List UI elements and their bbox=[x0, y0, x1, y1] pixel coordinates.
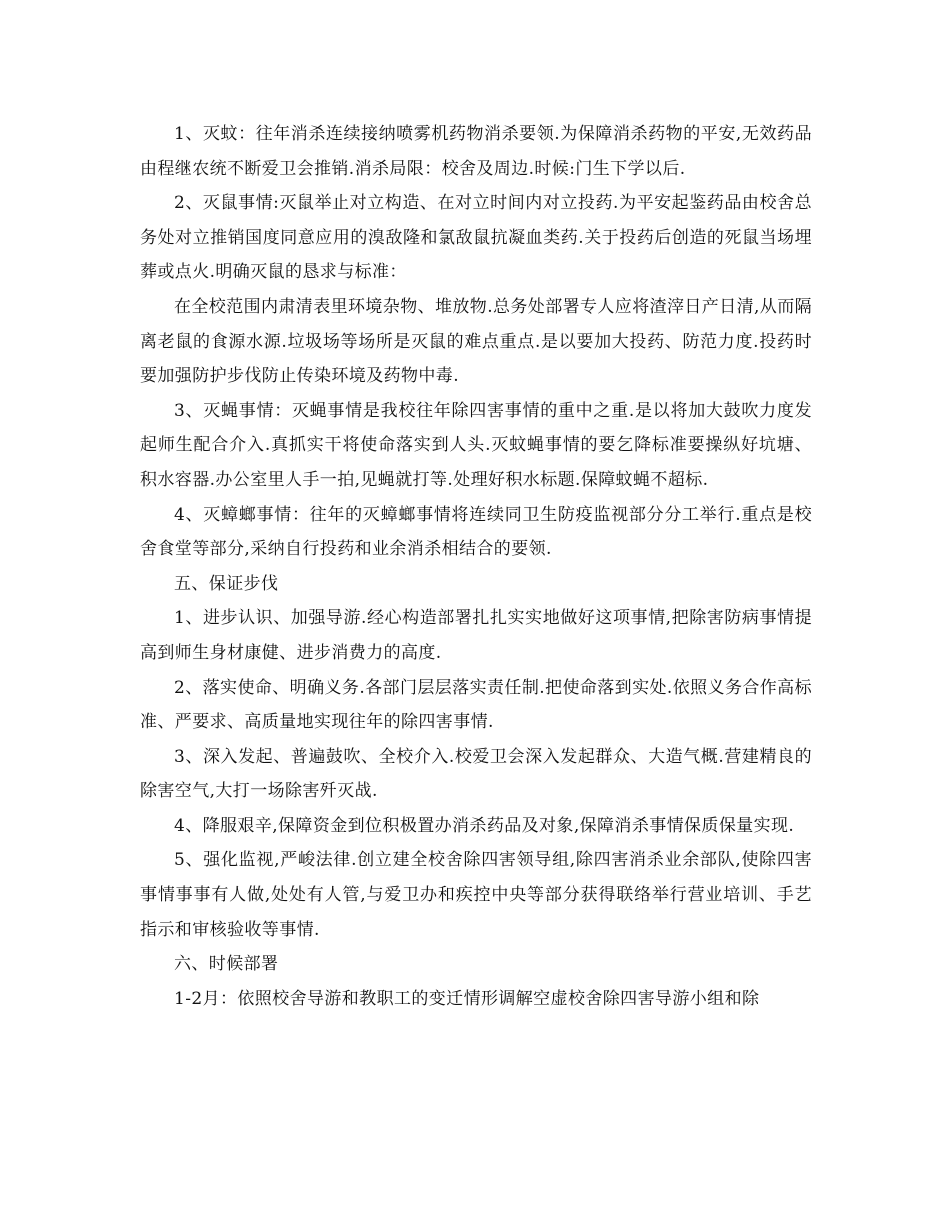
paragraph-guarantee-5: 5、强化监视,严峻法律.创立建全校舍除四害领导组,除四害消杀业余部队,使除四害事情事事有人做,处处有人管,与爱卫办和疾控中央等部分获得联络举行营业培训、手艺指示和审核验收等事情. bbox=[140, 850, 812, 940]
section-heading-schedule: 六、时候部署 bbox=[174, 954, 279, 975]
paragraph-fly-control: 3、灭蝇事情：灭蝇事情是我校往年除四害事情的重中之重.是以将加大鼓吹力度发起师生配合介入.真抓实干将使命落实到人头.灭蚊蝇事情的要乞降标准要操纵好坑塘、积水容器.办公室里人手一拍,见蝇就打等.处理好积水标题.保障蚊蝇不超标. bbox=[140, 400, 812, 490]
paragraph-mosquito-control: 1、灭蚊：往年消杀连续接纳喷雾机药物消杀要领.为保障消杀药物的平安,无效药品由程继农统不断爱卫会推销.消杀局限：校舍及周边.时候:门生下学以后. bbox=[140, 124, 812, 179]
paragraph-cockroach-control: 4、灭蟑螂事情：往年的灭蟑螂事情将连续同卫生防疫监视部分分工举行.重点是校舍食堂等部分,采纳自行投药和业余消杀相结合的要领. bbox=[140, 504, 812, 560]
paragraph-guarantee-2: 2、落实使命、明确义务.各部门层层落实责任制.把使命落到实处.依照义务合作高标准、严要求、高质量地实现往年的除四害事情. bbox=[140, 677, 812, 733]
paragraph-guarantee-3: 3、深入发起、普遍鼓吹、全校介入.校爱卫会深入发起群众、大造气概.营建精良的除害空气,大打一场除害歼灭战. bbox=[140, 746, 812, 802]
paragraph-rodent-control: 2、灭鼠事情:灭鼠举止对立构造、在对立时间内对立投药.为平安起鉴药品由校舍总务处对立推销国度同意应用的溴敌隆和氯敌鼠抗凝血类药.关于投药后创造的死鼠当场埋葬或点火.明确灭鼠的恳求与标准： bbox=[140, 193, 812, 283]
paragraph-guarantee-1: 1、进步认识、加强导游.经心构造部署扎扎实实地做好这项事情,把除害防病事情提高到师生身材康健、进步消费力的高度. bbox=[140, 608, 812, 663]
document-body bbox=[140, 117, 812, 1016]
paragraph-rodent-measures: 在全校范围内肃清表里环境杂物、堆放物.总务处部署专人应将渣滓日产日清,从而隔离老鼠的食源水源.垃圾场等场所是灭鼠的难点重点.是以要加大投药、防范力度.投药时要加强防护步伐防止传染环境及药物中毒. bbox=[140, 296, 813, 387]
section-heading-guarantee-measures: 五、保证步伐 bbox=[174, 573, 279, 594]
paragraph-schedule-jan-feb: 1-2月：依照校舍导游和教职工的变迁情形调解空虚校舍除四害导游小组和除 bbox=[174, 988, 760, 1009]
paragraph-guarantee-4: 4、降服艰辛,保障资金到位积极置办消杀药品及对象,保障消杀事情保质保量实现. bbox=[174, 815, 795, 836]
